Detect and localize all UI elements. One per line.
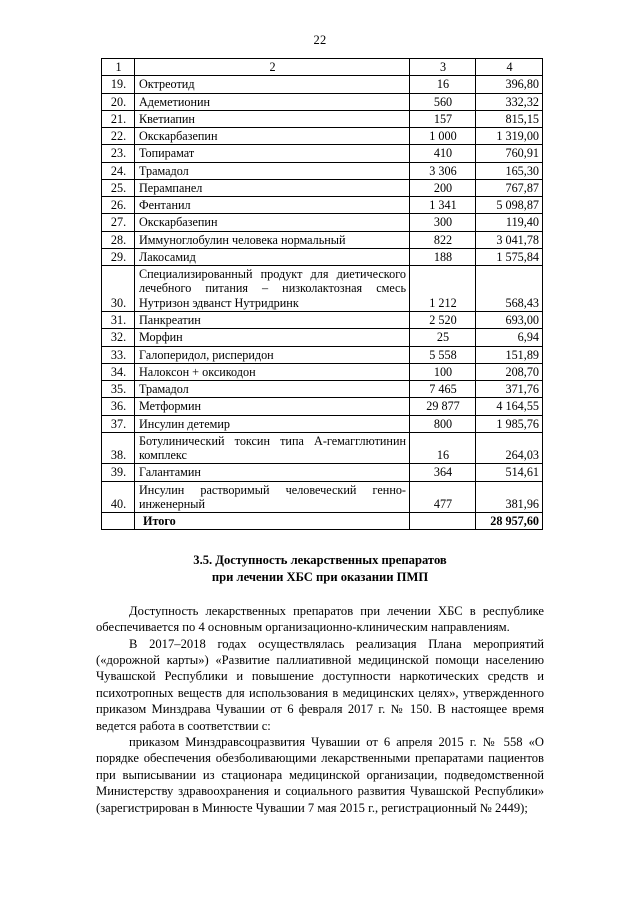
total-quantity bbox=[410, 513, 476, 530]
drug-name: Окскарбазепин bbox=[135, 128, 410, 145]
drug-name: Метформин bbox=[135, 398, 410, 415]
table-row bbox=[102, 346, 543, 363]
row-number: 20. bbox=[102, 93, 135, 110]
drug-name: Ботулинический токсин типа А-гемагглютинин комплекс bbox=[135, 432, 410, 464]
quantity-value: 7 465 bbox=[410, 381, 476, 398]
sum-value: 760,91 bbox=[476, 145, 543, 162]
quantity-value: 25 bbox=[410, 329, 476, 346]
quantity-value: 410 bbox=[410, 145, 476, 162]
sum-value: 264,03 bbox=[476, 432, 543, 464]
table-total-row bbox=[102, 513, 543, 530]
sum-value: 6,94 bbox=[476, 329, 543, 346]
row-number: 32. bbox=[102, 329, 135, 346]
sum-value: 3 041,78 bbox=[476, 231, 543, 248]
table-header-row bbox=[102, 59, 543, 76]
table-row bbox=[102, 110, 543, 127]
section-title-line-1: 3.5. Доступность лекарственных препаратов bbox=[193, 553, 447, 568]
table-row bbox=[102, 93, 543, 110]
quantity-value: 100 bbox=[410, 363, 476, 380]
row-number: 24. bbox=[102, 162, 135, 179]
table-row bbox=[102, 76, 543, 93]
quantity-value: 822 bbox=[410, 231, 476, 248]
drug-name: Лакосамид bbox=[135, 248, 410, 265]
section-title bbox=[0, 552, 640, 585]
drug-name: Специализированный продукт для диетического лечебного питания – низколактозная смесь Нутризон эдванст Нутридринк bbox=[135, 266, 410, 312]
table-header-cell-4: 4 bbox=[476, 59, 543, 76]
row-number: 31. bbox=[102, 311, 135, 328]
sum-value: 1 985,76 bbox=[476, 415, 543, 432]
drug-name: Окскарбазепин bbox=[135, 214, 410, 231]
sum-value: 815,15 bbox=[476, 110, 543, 127]
table-row bbox=[102, 311, 543, 328]
drug-name: Морфин bbox=[135, 329, 410, 346]
row-number: 38. bbox=[102, 432, 135, 464]
quantity-value: 200 bbox=[410, 179, 476, 196]
table-row bbox=[102, 214, 543, 231]
paragraph-1: Доступность лекарственных препаратов при лечении ХБС в республике обеспечивается по 4 основным организационно-клиническим направлениям. bbox=[96, 603, 544, 635]
total-sum: 28 957,60 bbox=[476, 513, 543, 530]
table-row bbox=[102, 415, 543, 432]
drug-name: Октреотид bbox=[135, 76, 410, 93]
quantity-value: 3 306 bbox=[410, 162, 476, 179]
quantity-value: 300 bbox=[410, 214, 476, 231]
quantity-value: 188 bbox=[410, 248, 476, 265]
row-number: 39. bbox=[102, 464, 135, 481]
drug-name: Инсулин детемир bbox=[135, 415, 410, 432]
quantity-value: 1 000 bbox=[410, 128, 476, 145]
sum-value: 381,96 bbox=[476, 481, 543, 513]
table-header-cell-2: 2 bbox=[135, 59, 410, 76]
drug-name: Фентанил bbox=[135, 197, 410, 214]
quantity-value: 5 558 bbox=[410, 346, 476, 363]
quantity-value: 477 bbox=[410, 481, 476, 513]
table-row bbox=[102, 128, 543, 145]
sum-value: 332,32 bbox=[476, 93, 543, 110]
table-row bbox=[102, 266, 543, 312]
drug-name: Трамадол bbox=[135, 162, 410, 179]
sum-value: 119,40 bbox=[476, 214, 543, 231]
body-text bbox=[0, 603, 640, 816]
sum-value: 1 575,84 bbox=[476, 248, 543, 265]
section-title-line-2: при лечении ХБС при оказании ПМП bbox=[211, 570, 429, 585]
total-row-number bbox=[102, 513, 135, 530]
quantity-value: 1 212 bbox=[410, 266, 476, 312]
quantity-value: 364 bbox=[410, 464, 476, 481]
row-number: 37. bbox=[102, 415, 135, 432]
row-number: 40. bbox=[102, 481, 135, 513]
table-row bbox=[102, 481, 543, 513]
drug-name: Инсулин растворимый человеческий генно-инженерный bbox=[135, 481, 410, 513]
table-header-cell-1: 1 bbox=[102, 59, 135, 76]
table-row bbox=[102, 197, 543, 214]
total-label: Итого bbox=[135, 513, 410, 530]
row-number: 28. bbox=[102, 231, 135, 248]
table-row bbox=[102, 231, 543, 248]
quantity-value: 2 520 bbox=[410, 311, 476, 328]
row-number: 35. bbox=[102, 381, 135, 398]
row-number: 25. bbox=[102, 179, 135, 196]
row-number: 29. bbox=[102, 248, 135, 265]
table-row bbox=[102, 464, 543, 481]
sum-value: 1 319,00 bbox=[476, 128, 543, 145]
drug-name: Трамадол bbox=[135, 381, 410, 398]
table-row bbox=[102, 162, 543, 179]
row-number: 26. bbox=[102, 197, 135, 214]
row-number: 27. bbox=[102, 214, 135, 231]
drug-name: Перампанел bbox=[135, 179, 410, 196]
table-row bbox=[102, 398, 543, 415]
row-number: 22. bbox=[102, 128, 135, 145]
table-row bbox=[102, 329, 543, 346]
sum-value: 5 098,87 bbox=[476, 197, 543, 214]
drug-name: Топирамат bbox=[135, 145, 410, 162]
table-row bbox=[102, 248, 543, 265]
quantity-value: 560 bbox=[410, 93, 476, 110]
drug-name: Галоперидол, рисперидон bbox=[135, 346, 410, 363]
row-number: 36. bbox=[102, 398, 135, 415]
quantity-value: 800 bbox=[410, 415, 476, 432]
table-row bbox=[102, 363, 543, 380]
page-number: 22 bbox=[313, 33, 327, 47]
table-header-cell-3: 3 bbox=[410, 59, 476, 76]
paragraph-2: В 2017–2018 годах осуществлялась реализация Плана мероприятий («дорожной карты») «Развитие паллиативной медицинской помощи населению Чувашской Республики и повышение доступности наркотических средств и психотропных веществ для использования в медицинских целях», утвержденного приказом Минздрава Чувашии от 6 февраля 2017 г. № 150. В настоящее время ведется работа в соответствии с: bbox=[96, 636, 544, 733]
sum-value: 371,76 bbox=[476, 381, 543, 398]
row-number: 23. bbox=[102, 145, 135, 162]
sum-value: 767,87 bbox=[476, 179, 543, 196]
sum-value: 208,70 bbox=[476, 363, 543, 380]
drug-name: Иммуноглобулин человека нормальный bbox=[135, 231, 410, 248]
drug-name: Налоксон + оксикодон bbox=[135, 363, 410, 380]
drug-name: Адеметионин bbox=[135, 93, 410, 110]
row-number: 34. bbox=[102, 363, 135, 380]
table-row bbox=[102, 381, 543, 398]
sum-value: 568,43 bbox=[476, 266, 543, 312]
sum-value: 151,89 bbox=[476, 346, 543, 363]
quantity-value: 16 bbox=[410, 76, 476, 93]
table-row bbox=[102, 432, 543, 464]
sum-value: 4 164,55 bbox=[476, 398, 543, 415]
drug-table-container bbox=[0, 58, 640, 530]
paragraph-3: приказом Минздравсоцразвития Чувашии от 6 апреля 2015 г. № 558 «О порядке обеспечения обезболивающими лекарственными препаратами пациентов при выписывании из стационара медицинской организации, подведомственной Министерству здравоохранения и социального развития Чувашской Республики» (зарегистрирован в Минюсте Чувашии 7 мая 2015 г., регистрационный № 2449); bbox=[96, 735, 544, 815]
row-number: 19. bbox=[102, 76, 135, 93]
drug-name: Панкреатин bbox=[135, 311, 410, 328]
row-number: 21. bbox=[102, 110, 135, 127]
table-row bbox=[102, 179, 543, 196]
drug-table bbox=[101, 58, 543, 530]
quantity-value: 16 bbox=[410, 432, 476, 464]
row-number: 33. bbox=[102, 346, 135, 363]
row-number: 30. bbox=[102, 266, 135, 312]
quantity-value: 29 877 bbox=[410, 398, 476, 415]
sum-value: 396,80 bbox=[476, 76, 543, 93]
drug-name: Кветиапин bbox=[135, 110, 410, 127]
quantity-value: 157 bbox=[410, 110, 476, 127]
sum-value: 514,61 bbox=[476, 464, 543, 481]
drug-name: Галантамин bbox=[135, 464, 410, 481]
quantity-value: 1 341 bbox=[410, 197, 476, 214]
table-row bbox=[102, 145, 543, 162]
sum-value: 693,00 bbox=[476, 311, 543, 328]
sum-value: 165,30 bbox=[476, 162, 543, 179]
